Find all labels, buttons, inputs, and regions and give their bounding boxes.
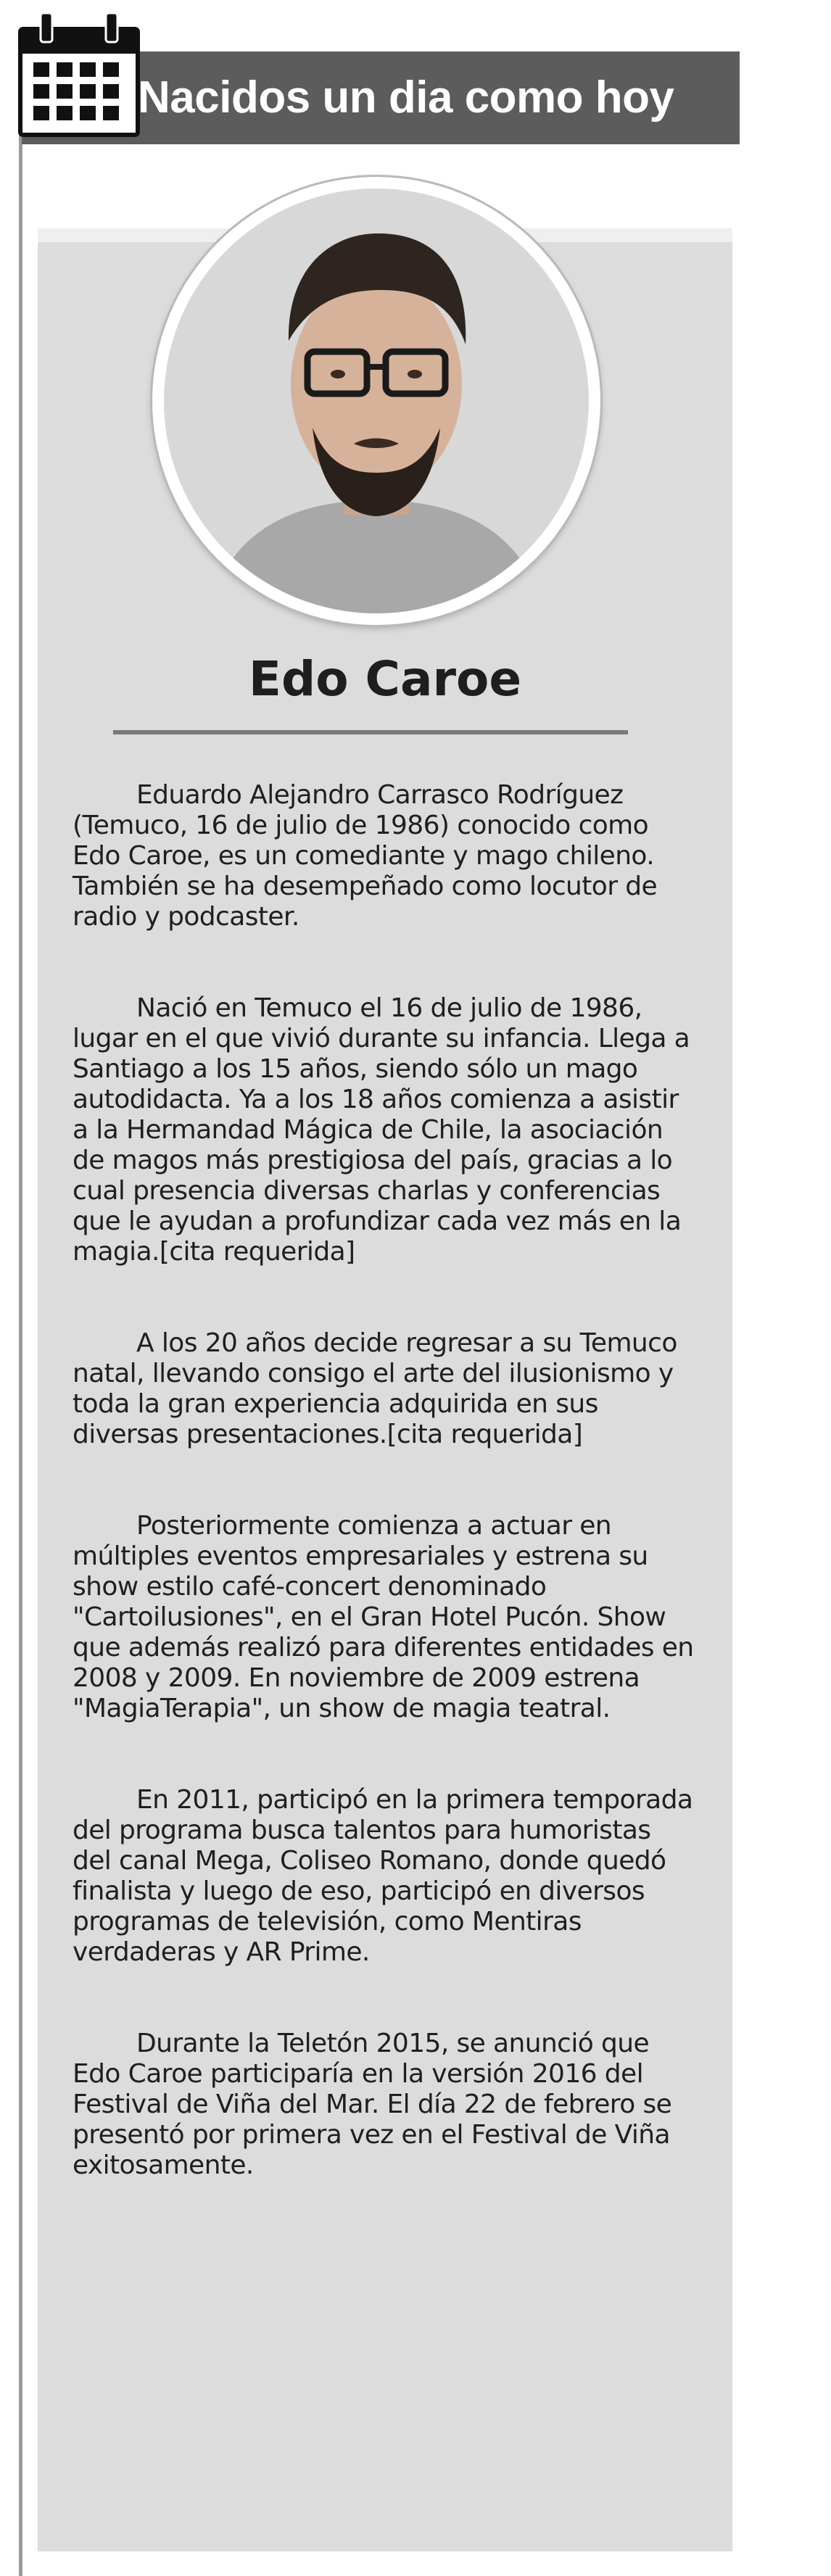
profile-photo-frame	[152, 177, 600, 625]
person-name: Edo Caroe	[248, 651, 522, 707]
bio-paragraph: Durante la Teletón 2015, se anunció que Edo Caroe participaría en la versión 2016 del Festival de Viña del Mar. El día 22 de febrero se presentó por primera vez en el Festival de Viña exitosamente.	[73, 2029, 672, 2180]
biography-text	[73, 780, 696, 2242]
bio-paragraph: Nació en Temuco el 16 de julio de 1986, lugar en el que vivió durante su infancia. Llega a Santiago a los 15 años, siendo sólo un mago autodidacta. Ya a los 18 años comienza a asistir a la Hermandad Mágica de Chile, la asociación de magos más prestigiosa del país, gracias a lo cual presencia diversas charlas y conferencias que le ayudan a profundizar cada vez más en la magia.[cita requerida]	[73, 993, 690, 1267]
name-underline	[113, 730, 628, 734]
section-title: Nacidos un dia como hoy	[138, 73, 674, 123]
bio-paragraph: Posteriormente comienza a actuar en múltiples eventos empresariales y estrena su show estilo café-concert denominado "Cartoilusiones", en el Gran Hotel Pucón. Show que además realizó para diferentes entidades en 2008 y 2009. En noviembre de 2009 estrena "MagiaTerapia", un show de magia teatral.	[73, 1511, 694, 1723]
bio-paragraph: A los 20 años decide regresar a su Temuco natal, llevando consigo el arte del ilusionismo y toda la gran experiencia adquirida en sus diversas presentaciones.[cita requerida]	[73, 1328, 677, 1449]
bio-paragraph: En 2011, participó en la primera temporada del programa busca talentos para humoristas del canal Mega, Coliseo Romano, donde quedó finalista y luego de eso, participó en diversos programas de televisión, como Mentiras verdaderas y AR Prime.	[73, 1785, 693, 1967]
portrait-photo	[164, 189, 589, 613]
bio-paragraph: Eduardo Alejandro Carrasco Rodríguez (Temuco, 16 de julio de 1986) conocido como Edo Caroe, es un comediante y mago chileno. También se ha desempeñado como locutor de radio y podcaster.	[73, 780, 658, 932]
calendar-icon	[16, 10, 144, 138]
left-border-rule	[19, 73, 22, 2576]
